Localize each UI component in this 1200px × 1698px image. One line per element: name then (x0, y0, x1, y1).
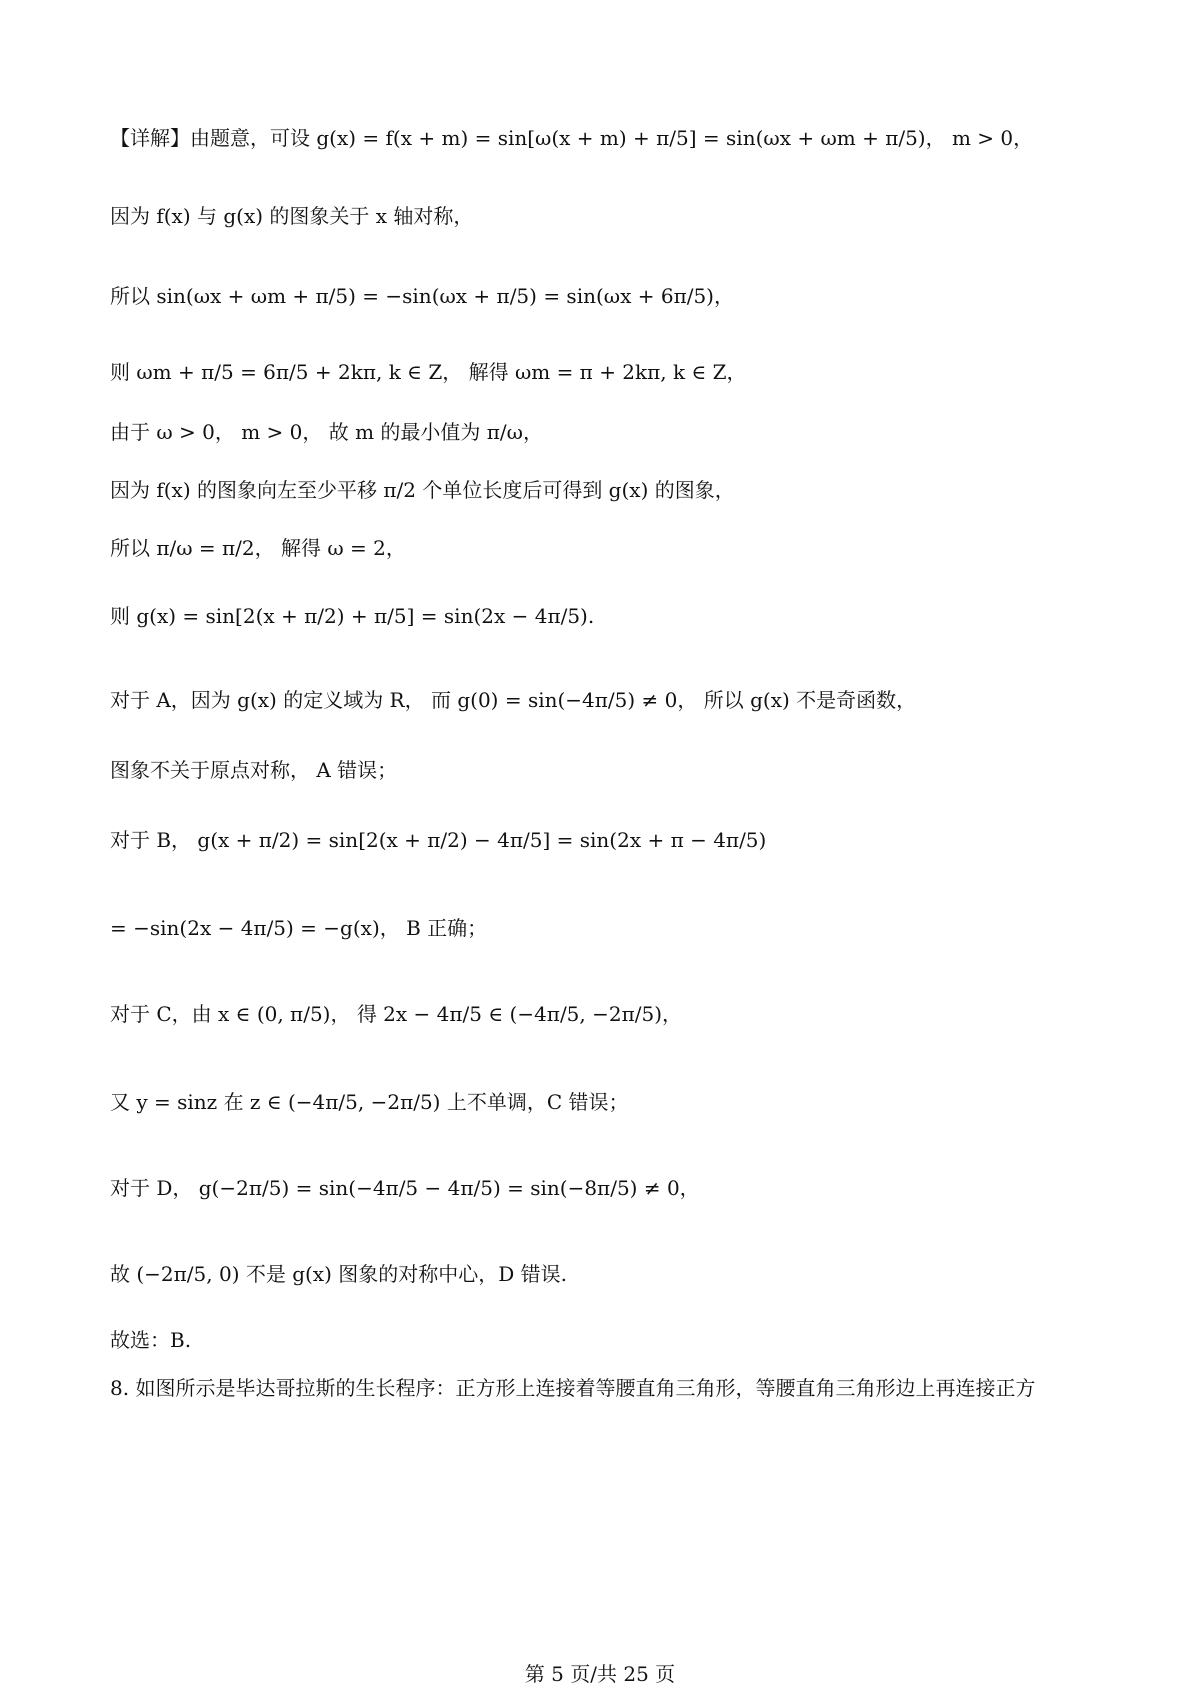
text-line (110, 480, 735, 500)
text-line (110, 760, 397, 780)
text-line (110, 206, 473, 226)
text-line (110, 830, 766, 850)
line-text: 所以 π/ω = π/2， 解得 ω = 2， (110, 536, 406, 560)
text-line (110, 1378, 1035, 1398)
line-text: 则 g(x) = sin[2(x + π/2) + π/5] = sin(2x − 4π/5). (110, 604, 595, 628)
text-line (110, 1004, 682, 1024)
text-line (110, 606, 594, 626)
line-text: 则 ωm + π/5 = 6π/5 + 2kπ, k ∈ Z， 解得 ωm = π + 2kπ, k ∈ Z， (110, 360, 747, 384)
text-line (110, 1092, 629, 1112)
text-line (110, 1264, 567, 1284)
line-text: 对于 B， g(x + π/2) = sin[2(x + π/2) − 4π/5] = sin(2x + π − 4π/5) (110, 828, 767, 852)
text-line (110, 690, 916, 710)
line-text: 故选：B. (110, 1328, 192, 1352)
line-text: 【详解】由题意，可设 g(x) = f(x + m) = sin[ω(x + m) + π/5] = sin(ωx + ωm + π/5)， m > 0， (110, 126, 1034, 150)
line-text: 图象不关于原点对称， A 错误； (110, 758, 398, 782)
text-line (110, 1330, 191, 1350)
line-text: 对于 C，由 x ∈ (0, π/5)， 得 2x − 4π/5 ∈ (−4π/5, −2π/5)， (110, 1002, 683, 1026)
line-text: 对于 D， g(−2π/5) = sin(−4π/5 − 4π/5) = sin(−8π/5) ≠ 0， (110, 1176, 700, 1200)
line-text: 又 y = sinz 在 z ∈ (−4π/5, −2π/5) 上不单调，C 错误； (110, 1090, 629, 1114)
text-line (110, 362, 747, 382)
text-line (110, 286, 734, 306)
line-text: 对于 A，因为 g(x) 的定义域为 R， 而 g(0) = sin(−4π/5) ≠ 0， 所以 g(x) 不是奇函数， (110, 688, 917, 712)
text-line (110, 918, 487, 938)
page-footer (0, 1658, 1200, 1687)
line-text: 由于 ω > 0， m > 0， 故 m 的最小值为 π/ω， (110, 420, 543, 444)
line-text: = −sin(2x − 4π/5) = −g(x)， B 正确； (110, 916, 488, 940)
text-line (110, 128, 1033, 148)
text-line (110, 1178, 700, 1198)
page-number: 第 5 页/共 25 页 (524, 1662, 676, 1686)
line-text: 所以 sin(ωx + ωm + π/5) = −sin(ωx + π/5) = sin(ωx + 6π/5)， (110, 284, 734, 308)
line-text: 因为 f(x) 的图象向左至少平移 π/2 个单位长度后可得到 g(x) 的图象， (110, 478, 735, 502)
text-line (110, 538, 406, 558)
line-text: 8. 如图所示是毕达哥拉斯的生长程序：正方形上连接着等腰直角三角形，等腰直角三角形边上再连接正方 (110, 1376, 1036, 1400)
text-line (110, 422, 543, 442)
line-text: 故 (−2π/5, 0) 不是 g(x) 图象的对称中心，D 错误. (110, 1262, 568, 1286)
line-text: 因为 f(x) 与 g(x) 的图象关于 x 轴对称， (110, 204, 474, 228)
